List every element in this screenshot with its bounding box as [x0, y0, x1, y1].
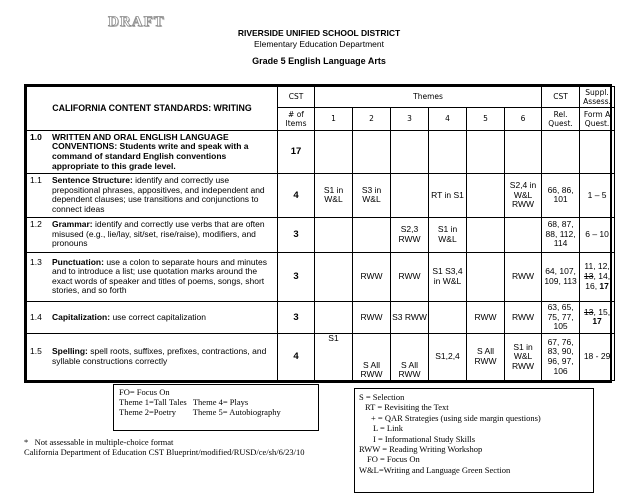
theme-cell: S All RWW: [391, 334, 429, 381]
table-row: [27, 174, 615, 217]
theme-cell: S1,2,4: [429, 334, 467, 381]
theme-cell: S2,4 in W&L RWW: [505, 174, 542, 217]
standard-text: identify and correctly use prepositional phrases, appositives, and independent and dependent clauses; use transitions and conjunctions to connect ideas: [52, 175, 265, 215]
standard-text: spell roots, suffixes, prefixes, contractions, and syllable constructions correctly: [52, 346, 267, 367]
standard-cell: [27, 130, 278, 174]
theme-cell: [467, 252, 505, 301]
legend-line: S = Selection: [359, 392, 405, 402]
standard-number: 1.1: [30, 175, 42, 186]
footnote: [24, 437, 305, 457]
standards-table: [24, 84, 612, 383]
legend-line: RT = Revisiting the Text: [365, 402, 449, 413]
theme-cell: RWW: [505, 252, 542, 301]
theme-cell: S All RWW: [353, 334, 391, 381]
standard-cell: [27, 301, 278, 333]
theme-cell: [505, 217, 542, 252]
standard-topic: Capitalization:: [52, 311, 111, 322]
rel-quest-cell: 63, 65, 75, 77, 105: [542, 301, 580, 333]
standard-cell: [27, 174, 278, 217]
items-header: # of Items: [278, 107, 315, 130]
standard-topic: Spelling:: [52, 346, 88, 357]
theme-cell: [467, 174, 505, 217]
standard-number: 1.5: [30, 346, 42, 357]
cst2-header: CST: [542, 87, 580, 108]
standard-cell: [27, 334, 278, 381]
form-a-header: Form A Quest.: [580, 107, 615, 130]
table-row: [27, 130, 615, 174]
theme-cell: S1 in W&L: [429, 217, 467, 252]
legend-line: FO= Focus On: [119, 387, 170, 397]
theme-cell: [315, 301, 353, 333]
table-row: [27, 301, 615, 333]
standard-number: 1.4: [30, 311, 42, 322]
theme-cell: S2,3 RWW: [391, 217, 429, 252]
standard-text: use correct capitalization: [110, 311, 207, 322]
theme-number: 5: [467, 107, 505, 130]
legend-line: Theme 2=Poetry Theme 5= Autobiography: [119, 407, 281, 417]
department-name: Elementary Education Department: [254, 39, 384, 49]
form-a-cell: 11, 12, 13, 14, 16, 17: [580, 252, 615, 301]
legend-line: I = Informational Study Skills: [373, 433, 476, 444]
cst-items: 3: [278, 301, 315, 333]
theme-cell: RWW: [353, 252, 391, 301]
cst-items: 4: [278, 174, 315, 217]
themes-header: Themes: [315, 87, 542, 108]
theme-number: 2: [353, 107, 391, 130]
draft-watermark: DRAFT: [108, 14, 165, 30]
standard-text: use a colon to separate hours and minutes and to introduce a list; use quotation marks around the exact words of speaker and titles of poems, songs, short stories, and so forth: [52, 256, 267, 296]
cst-items: 3: [278, 252, 315, 301]
cst-items: 4: [278, 334, 315, 381]
theme-number: 4: [429, 107, 467, 130]
standard-topic: Grammar:: [52, 219, 93, 230]
footnote-line: California Department of Education CST Blueprint/modified/RUSD/ce/sh/6/23/10: [24, 447, 305, 457]
cst-items: 17: [278, 130, 315, 174]
legend-line: FO = Focus On: [367, 454, 420, 465]
form-a-cell: 1 – 5: [580, 174, 615, 217]
theme-cell: S1 S3,4 in W&L: [429, 252, 467, 301]
theme-cell: [429, 301, 467, 333]
rel-quest-cell: 68, 87, 88, 112, 114: [542, 217, 580, 252]
standard-number: 1.0: [30, 131, 42, 142]
legend-line: L = Link: [373, 423, 403, 434]
theme-cell: S1: [315, 334, 353, 381]
theme-cell: RT in S1: [429, 174, 467, 217]
legend-line: Theme 1=Tall Tales Theme 4= Plays: [119, 397, 249, 407]
legend-line: W&L=Writing and Language Green Section: [359, 464, 511, 475]
theme-number: 6: [505, 107, 542, 130]
legend-line: RWW = Reading Writing Workshop: [359, 444, 483, 455]
theme-cell: RWW: [353, 301, 391, 333]
table-row: [27, 252, 615, 301]
standard-text: identify and correctly use verbs that are often misused (e.g., lie/lay, sit/set, rise/raise), modifiers, and pronouns: [52, 219, 265, 249]
legend-line: + = QAR Strategies (using side margin questions): [371, 412, 541, 423]
district-name: RIVERSIDE UNIFIED SCHOOL DISTRICT: [237, 28, 401, 38]
theme-cell: RWW: [467, 301, 505, 333]
theme-cell: [315, 252, 353, 301]
standard-topic: Sentence Structure:: [52, 175, 133, 186]
standard-cell: [27, 217, 278, 252]
standard-number: 1.3: [30, 256, 42, 267]
theme-cell: S1 in W&L: [315, 174, 353, 217]
cst-header: CST: [278, 87, 315, 108]
theme-cell: [315, 217, 353, 252]
theme-cell: [353, 217, 391, 252]
theme-cell: S All RWW: [467, 334, 505, 381]
theme-cell: [467, 217, 505, 252]
standard-number: 1.2: [30, 219, 42, 230]
rel-quest-header: Rel. Quest.: [542, 107, 580, 130]
suppl-header: Suppl. Assess.: [580, 87, 615, 108]
form-a-cell: 6 – 10: [580, 217, 615, 252]
theme-cell: RWW: [505, 301, 542, 333]
theme-legend: [113, 384, 319, 431]
abbreviation-legend: [354, 388, 594, 493]
table-row: [27, 217, 615, 252]
rel-quest-cell: 64, 107, 109, 113: [542, 252, 580, 301]
theme-cell: S3 in W&L: [353, 174, 391, 217]
cst-items: 3: [278, 217, 315, 252]
rel-quest-cell: 67, 76, 83, 90, 96, 97, 106: [542, 334, 580, 381]
theme-cell: RWW: [391, 252, 429, 301]
standards-header: CALIFORNIA CONTENT STANDARDS: WRITING: [27, 87, 278, 131]
theme-number: 3: [391, 107, 429, 130]
footnote-line: * Not assessable in multiple-choice format: [24, 437, 174, 447]
theme-number: 1: [315, 107, 353, 130]
theme-cell: S1 in W&L RWW: [505, 334, 542, 381]
form-a-cell: 13, 15, 17: [580, 301, 615, 333]
rel-quest-cell: 66, 86, 101: [542, 174, 580, 217]
table-row: [27, 334, 615, 381]
page-title: Grade 5 English Language Arts: [252, 56, 386, 66]
form-a-cell: 18 - 29: [580, 334, 615, 381]
standard-text: WRITTEN AND ORAL ENGLISH LANGUAGE CONVENTIONS: Students write and speak with a command of standard English conventions appropriate to this grade level.: [52, 131, 249, 171]
standard-topic: Punctuation:: [52, 256, 104, 267]
theme-cell: [391, 174, 429, 217]
theme-cell: S3 RWW: [391, 301, 429, 333]
standard-cell: [27, 252, 278, 301]
